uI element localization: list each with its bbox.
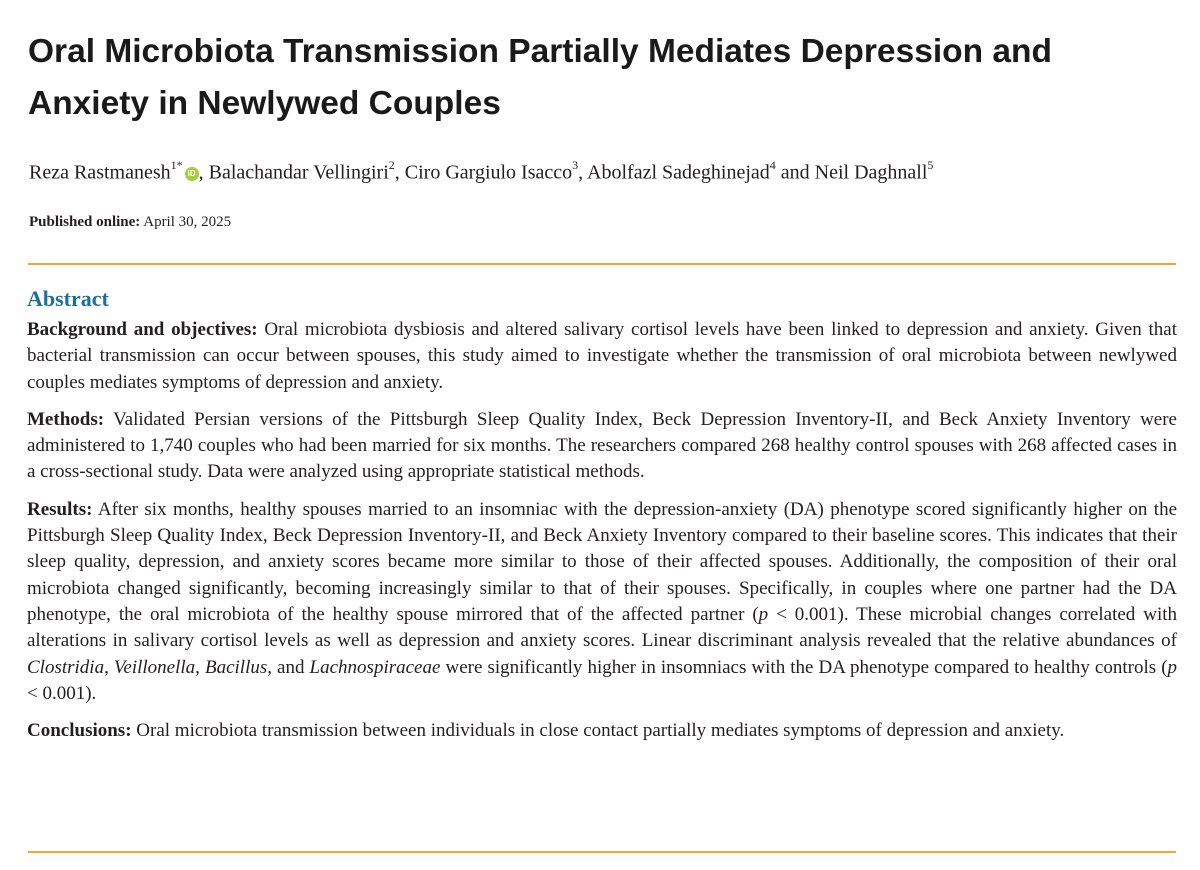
- abstract-heading: Abstract: [27, 286, 109, 311]
- methods-section: [27, 407, 1177, 486]
- author-separator: and: [775, 161, 815, 184]
- taxon-name: Lachnospiraceae: [309, 656, 441, 678]
- divider-bottom: [28, 851, 1176, 853]
- divider-top: [28, 263, 1176, 265]
- author-affiliation: 4: [769, 158, 776, 172]
- abstract-body: [27, 317, 1177, 755]
- section-text: Validated Persian versions of the Pittsburgh Sleep Quality Index, Beck Depression Inventory-II, and Beck Anxiety Inventory were administered to 1,740 couples who had been married for six months. The researchers compared 268 healthy control spouses with 268 affected cases in a cross-sectional study. Data were analyzed using appropriate statistical methods.: [27, 408, 1177, 483]
- taxon-separator: ,: [195, 656, 205, 678]
- p-value-symbol: p: [1167, 656, 1178, 678]
- taxon-name: Veillonella: [113, 656, 196, 678]
- author-affiliation: 1*: [170, 158, 183, 172]
- author-separator: ,: [578, 161, 588, 184]
- results-section: [27, 497, 1177, 707]
- section-text: < 0.001). These microbial changes correlated with alterations in salivary cortisol levels as well as depression and anxiety scores. Linear discriminant analysis revealed that the relative abundances of: [27, 603, 1177, 652]
- published-date: April 30, 2025: [143, 214, 232, 230]
- author-name: Neil Daghnall: [814, 161, 928, 184]
- taxon-separator: ,: [104, 656, 114, 678]
- p-value-symbol: p: [758, 603, 769, 625]
- taxon-name: Bacillus: [204, 656, 268, 678]
- orcid-icon[interactable]: iD: [185, 167, 199, 181]
- published-label: Published online:: [29, 214, 141, 230]
- section-text: Oral microbiota transmission between individuals in close contact partially mediates symptoms of depression and anxiety.: [136, 720, 1065, 742]
- author-affiliation: 5: [927, 158, 934, 172]
- author-name: Reza Rastmanesh: [29, 161, 171, 184]
- author-affiliation: 2: [388, 158, 395, 172]
- author-name: Balachandar Vellingiri: [208, 161, 389, 184]
- background-section: [27, 317, 1177, 396]
- section-label: Conclusions:: [27, 720, 132, 742]
- section-text: After six months, healthy spouses married to an insomniac with the depression-anxiety (DA) phenotype scored significantly higher on the Pittsburgh Sleep Quality Index, Beck Depression Inventory-II, and Beck Anxiety Inventory compared to their baseline scores. This indicates that their sleep quality, depression, and anxiety scores became more similar to those of their affected spouses. Additionally, the composition of their oral microbiota changed significantly, becoming increasingly similar to that of their spouses. Specifically, in couples where one partner had the DA phenotype, the oral microbiota of the healthy spouse mirrored that of the affected partner (: [27, 498, 1178, 625]
- author-separator: ,: [198, 161, 209, 184]
- author-separator: ,: [394, 161, 405, 184]
- author-name: Abolfazl Sadeghinejad: [587, 161, 770, 184]
- section-label: Background and objectives:: [27, 319, 258, 340]
- section-label: Results:: [27, 498, 93, 520]
- author-affiliation: 3: [572, 158, 579, 172]
- section-text: < 0.001).: [27, 682, 97, 704]
- taxon-separator: , and: [267, 656, 310, 678]
- taxon-name: Clostridia: [27, 656, 105, 678]
- section-label: Methods:: [27, 408, 105, 430]
- publication-date: [29, 212, 231, 232]
- conclusions-section: [27, 718, 1177, 744]
- section-text: were significantly higher in insomniacs with the DA phenotype compared to healthy controls (: [440, 656, 1168, 678]
- author-list: [29, 153, 1179, 187]
- author-name: Ciro Gargiulo Isacco: [404, 161, 573, 184]
- section-text: Oral microbiota dysbiosis and altered salivary cortisol levels have been linked to depression and anxiety. Given that bacterial transmission can occur between spouses, this study aimed to investigate whether the transmission of oral microbiota between newlywed couples mediates symptoms of depression and anxiety.: [27, 319, 1177, 393]
- paper-title: Oral Microbiota Transmission Partially Mediates Depression and Anxiety in Newlywed Couples: [28, 33, 1052, 122]
